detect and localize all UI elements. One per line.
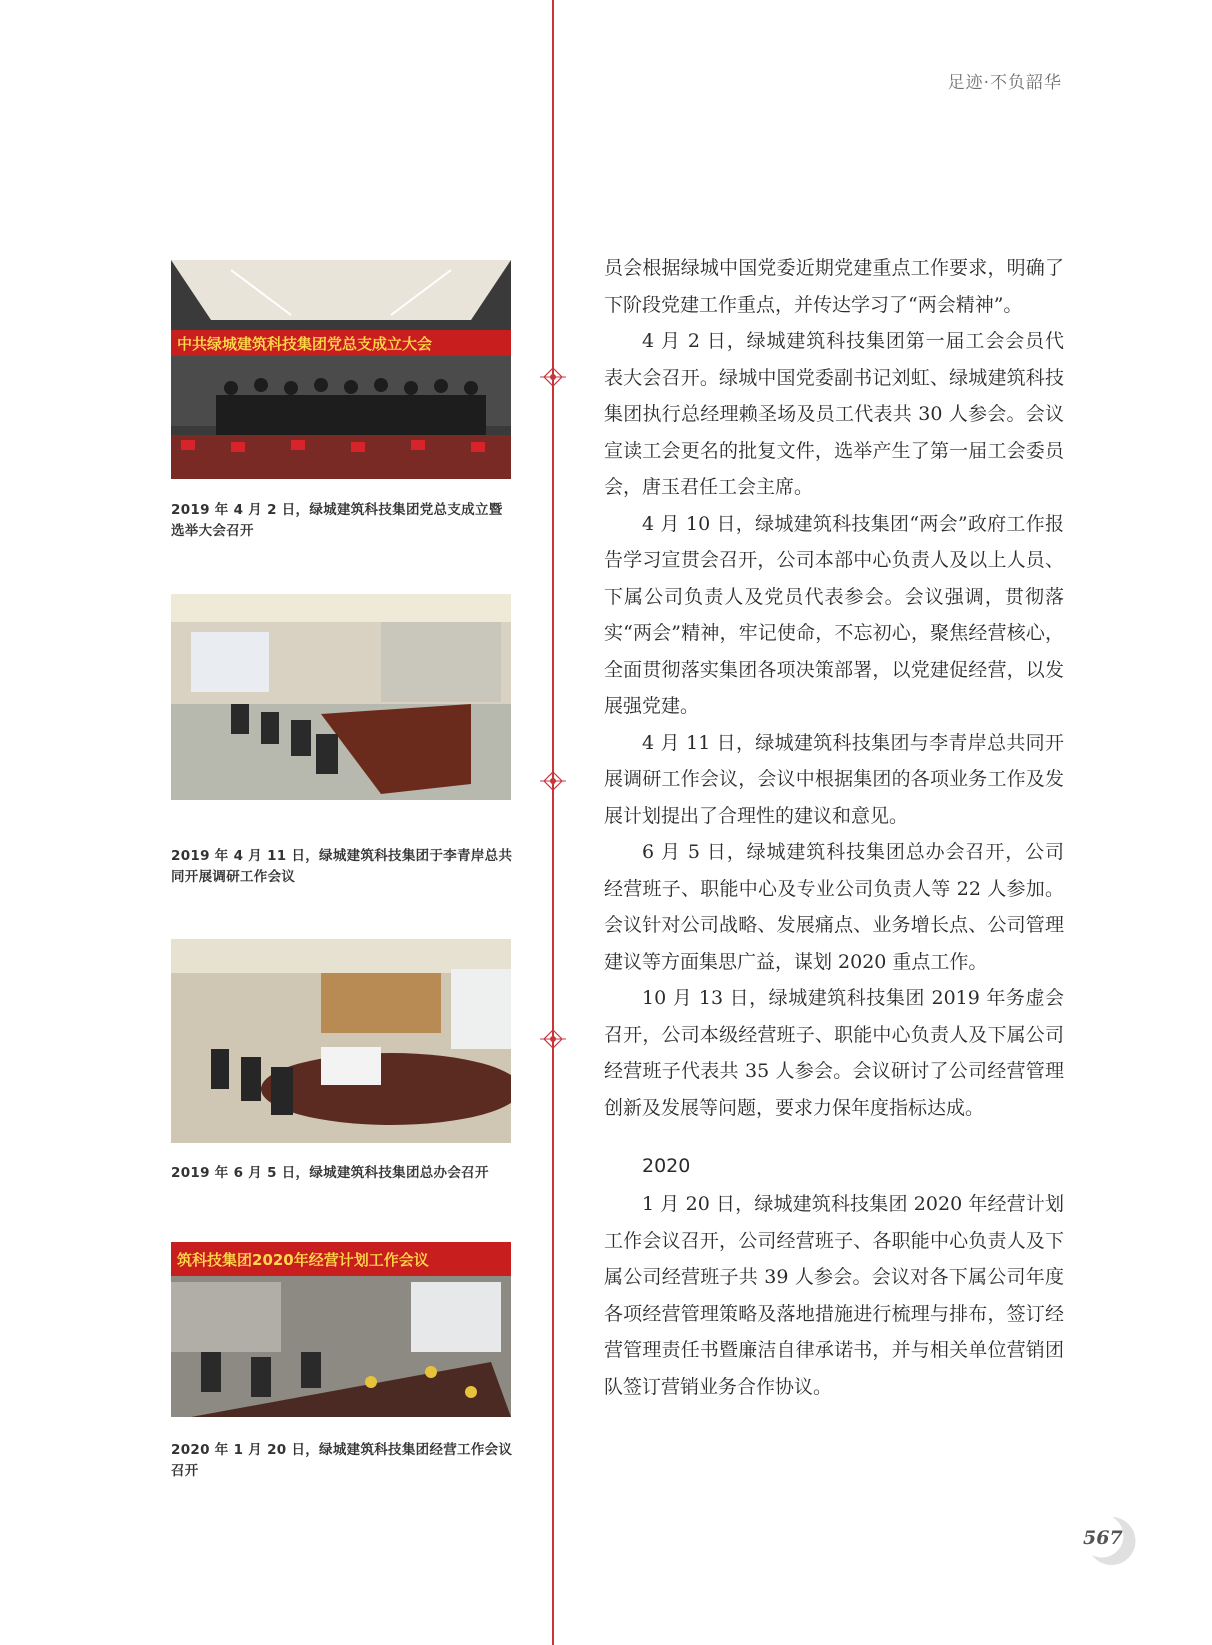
banner-text: 中共绿城建筑科技集团党总支成立大会 — [177, 335, 433, 353]
photo-caption: 2019 年 4 月 11 日，绿城建筑科技集团于李青岸总共同开展调研工作会议 — [171, 848, 513, 885]
paragraph: 6 月 5 日，绿城建筑科技集团总办会召开，公司经营班子、职能中心及专业公司负责人等 22 人参加。会议针对公司战略、发展痛点、业务增长点、公司管理建议等方面集思广益，谋划 2020 重点工作。 — [604, 841, 1064, 973]
running-head: 足迹·不负韶华 — [947, 73, 1062, 93]
photo-caption: 2019 年 4 月 2 日，绿城建筑科技集团党总支成立暨选举大会召开 — [171, 502, 503, 539]
paragraph: 4 月 11 日，绿城建筑科技集团与李青岸总共同开展调研工作会议，会议中根据集团的各项业务工作及发展计划提出了合理性的建议和意见。 — [604, 731, 1064, 827]
year-heading: 2020 — [642, 1155, 691, 1177]
photo-general-office-meeting — [171, 939, 511, 1143]
photo-research-meeting — [171, 594, 511, 800]
photo-caption: 2020 年 1 月 20 日，绿城建筑科技集团经营工作会议召开 — [171, 1442, 513, 1479]
photo-caption: 2019 年 6 月 5 日，绿城建筑科技集团总办会召开 — [171, 1165, 489, 1181]
body-text-column — [604, 250, 1064, 1405]
diamond-marker-icon — [540, 768, 566, 794]
diamond-marker-icon — [540, 364, 566, 390]
page-number: 567 — [1083, 1527, 1123, 1549]
paragraph: 4 月 10 日，绿城建筑科技集团“两会”政府工作报告学习宣贯会召开，公司本部中心负责人及以上人员、下属公司负责人及党员代表参会。会议强调，贯彻落实“两会”精神，牢记使命，不忘初心，聚焦经营核心，全面贯彻落实集团各项决策部署，以党建促经营，以发展强党建。 — [604, 512, 1064, 717]
diamond-marker-icon — [540, 1026, 566, 1052]
banner-text: 筑科技集团2020年经营计划工作会议 — [177, 1251, 429, 1269]
photo-party-branch-meeting — [171, 260, 511, 479]
paragraph: 10 月 13 日，绿城建筑科技集团 2019 年务虚会召开，公司本级经营班子、职能中心负责人及下属公司经营班子代表共 35 人参会。会议研讨了公司经营管理创新及发展等问题，要求力保年度指标达成。 — [604, 987, 1064, 1119]
photo-business-plan-meeting — [171, 1242, 511, 1417]
paragraph: 1 月 20 日，绿城建筑科技集团 2020 年经营计划工作会议召开，公司经营班子、各职能中心负责人及下属公司经营班子共 39 人参会。会议对各下属公司年度各项经营管理策略及落地措施进行梳理与排布，签订经营管理责任书暨廉洁自律承诺书，并与相关单位营销团队签订营销业务合作协议。 — [604, 1193, 1064, 1398]
center-spine-line — [552, 0, 554, 1645]
paragraph: 4 月 2 日，绿城建筑科技集团第一届工会会员代表大会召开。绿城中国党委副书记刘虹、绿城建筑科技集团执行总经理赖圣场及员工代表共 30 人参会。会议宣读工会更名的批复文件，选举产生了第一届工会委员会，唐玉君任工会主席。 — [604, 330, 1064, 498]
paragraph: 员会根据绿城中国党委近期党建重点工作要求，明确了下阶段党建工作重点，并传达学习了“两会精神”。 — [604, 257, 1064, 316]
